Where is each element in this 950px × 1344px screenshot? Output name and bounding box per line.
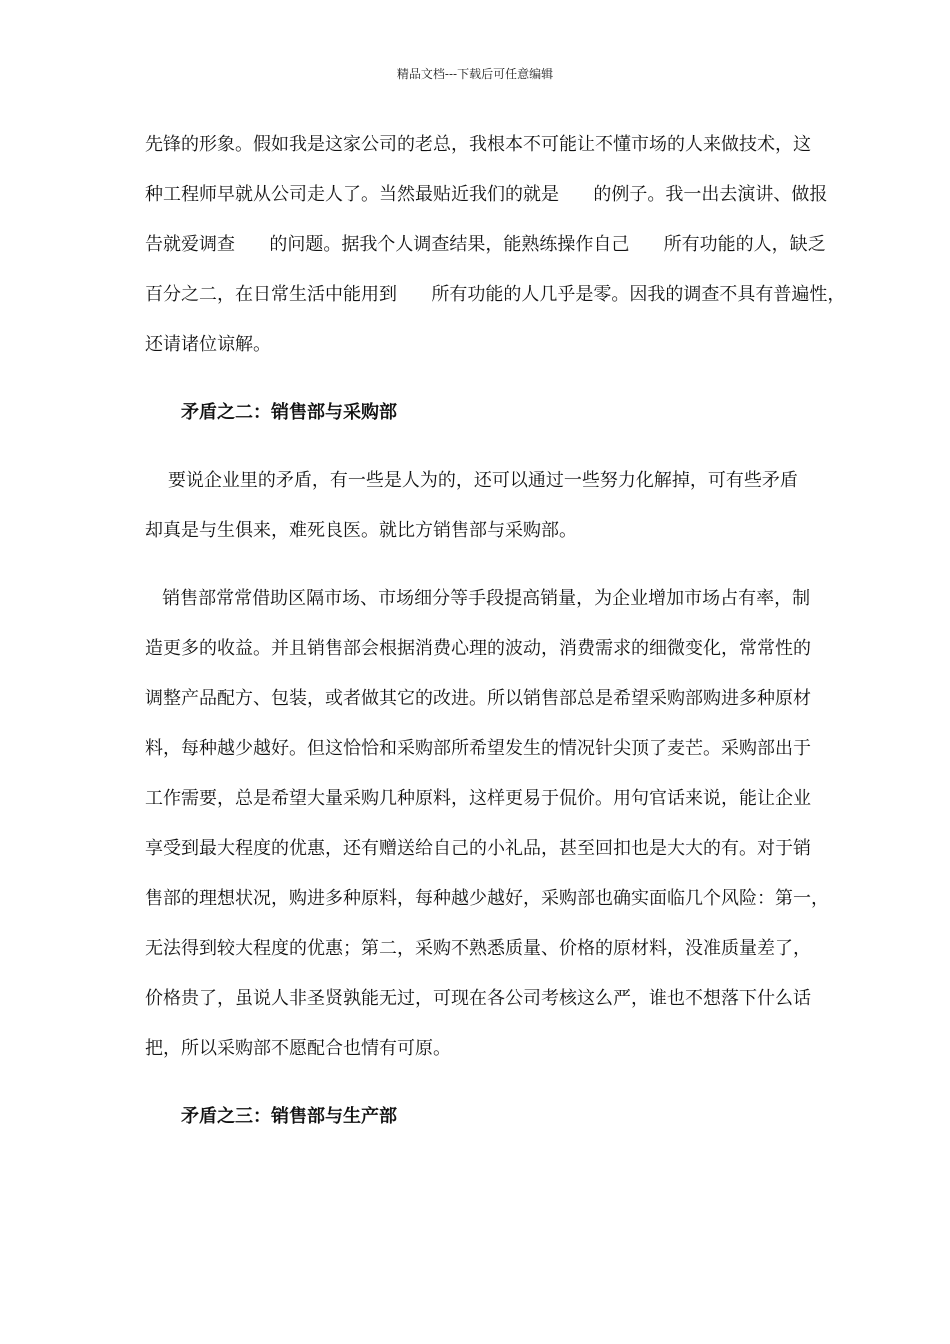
paragraph-line: 价格贵了，虽说人非圣贤孰能无过，可现在各公司考核这么严，谁也不想落下什么话 [145,988,811,1009]
paragraph-2 [145,456,875,556]
paragraph-line: 工作需要，总是希望大量采购几种原料，这样更易于侃价。用句官话来说，能让企业 [145,788,811,809]
paragraph-line: 无法得到较大程度的优惠；第二，采购不熟悉质量、价格的原材料，没准质量差了， [145,938,811,959]
spacer [145,438,875,456]
page-header: 精品文档---下载后可任意编辑 [396,67,554,81]
spacer [145,556,875,574]
paragraph-line: 享受到最大程度的优惠，还有赠送给自己的小礼品，甚至回扣也是大大的有。对于销 [145,838,811,859]
paragraph-line: 调整产品配方、包装，或者做其它的改进。所以销售部总是希望采购部购进多种原材 [145,688,811,709]
paragraph-line: 种工程师早就从公司走人了。当然最贴近我们的就是 的例子。我一出去演讲、做报 [145,184,828,205]
paragraph-3 [145,574,875,1074]
paragraph-line: 还请诸位谅解。 [145,334,271,355]
spacer [145,370,875,388]
paragraph-line: 料，每种越少越好。但这恰恰和采购部所希望发生的情况针尖顶了麦芒。采购部出于 [145,738,811,759]
paragraph-line: 要说企业里的矛盾，有一些是人为的，还可以通过一些努力化解掉，可有些矛盾 [145,470,798,491]
paragraph-line: 造更多的收益。并且销售部会根据消费心理的波动，消费需求的细微变化，常常性的 [145,638,811,659]
spacer [145,1074,875,1092]
document-body [145,120,875,1142]
paragraph-line: 却真是与生俱来，难死良医。就比方销售部与采购部。 [145,520,577,541]
paragraph-line: 百分之二，在日常生活中能用到 所有功能的人几乎是零。因我的调查不具有普遍性， [145,284,846,305]
paragraph-line: 告就爱调查 的问题。据我个人调查结果，能熟练操作自己 所有功能的人，缺乏 [145,234,826,255]
paragraph-line: 销售部常常借助区隔市场、市场细分等手段提高销量，为企业增加市场占有率，制 [145,588,811,609]
section-heading-3: 矛盾之三：销售部与生产部 [181,1106,397,1127]
section-heading-2: 矛盾之二：销售部与采购部 [181,402,397,423]
paragraph-line: 先锋的形象。假如我是这家公司的老总，我根本不可能让不懂市场的人来做技术，这 [145,134,811,155]
paragraph-1 [145,120,875,370]
paragraph-line: 把，所以采购部不愿配合也情有可原。 [145,1038,451,1059]
paragraph-line: 售部的理想状况，购进多种原料，每种越少越好，采购部也确实面临几个风险：第一， [145,888,829,909]
